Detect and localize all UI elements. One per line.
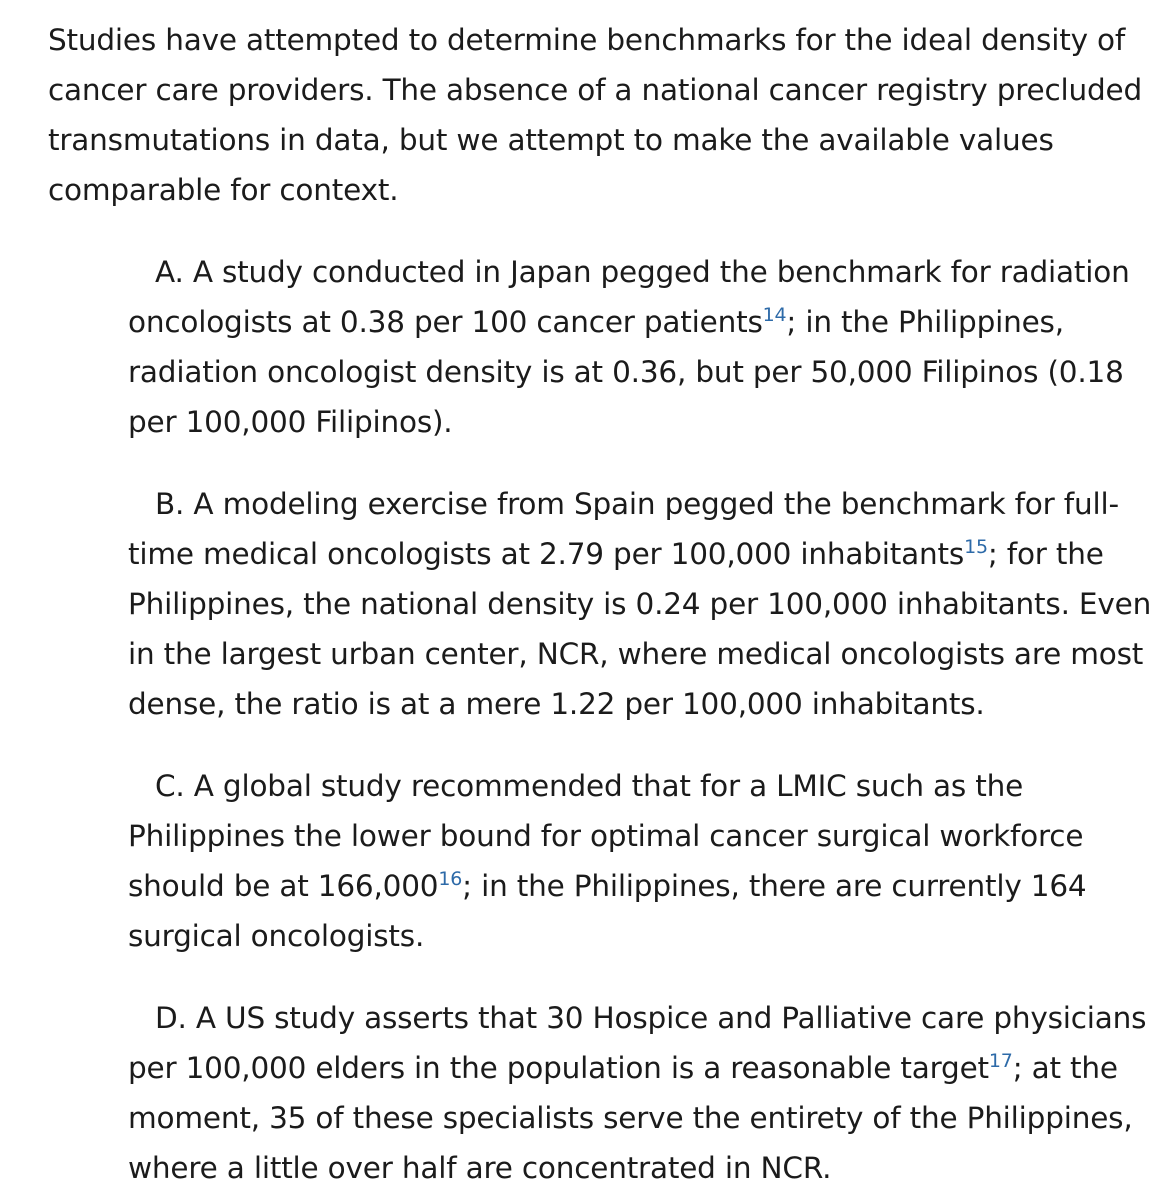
item-c-label: C. (155, 769, 185, 803)
list-item-c (128, 761, 1158, 961)
item-b-text: A modeling exercise from Spain pegged the benchmark for full-time medical oncologists at 2.79 per 100,000 inhabitants (128, 487, 1119, 571)
item-d-text-continued: ; at the moment, 35 of these specialists serve the entirety of the Philippines, where a little over half are concentrated in NCR. (128, 1051, 1133, 1185)
list-item-b (128, 479, 1158, 729)
item-a-text-continued: ; in the Philippines, radiation oncologist density is at 0.36, but per 50,000 Filipinos (0.18 per 100,000 Filipinos). (128, 305, 1124, 439)
list-item-a (128, 247, 1158, 447)
reference-link-16[interactable]: 16 (438, 868, 463, 890)
item-b-label: B. (155, 487, 185, 521)
item-d-text: A US study asserts that 30 Hospice and Palliative care physicians per 100,000 elders in the population is a reasonable target (128, 1001, 1147, 1085)
item-a-label: A. (155, 255, 184, 289)
item-b-text-continued: ; for the Philippines, the national density is 0.24 per 100,000 inhabitants. Even in the largest urban center, NCR, where medical oncologists are most dense, the ratio is at a mere 1.22 per 100,000 inhabitants. (128, 537, 1152, 721)
reference-link-17[interactable]: 17 (988, 1050, 1013, 1072)
item-c-text-continued: ; in the Philippines, there are currently 164 surgical oncologists. (128, 869, 1087, 953)
list-item-d (128, 993, 1158, 1193)
item-c-text: A global study recommended that for a LMIC such as the Philippines the lower bound for optimal cancer surgical workforce should be at 166,000 (128, 769, 1084, 903)
intro-paragraph: Studies have attempted to determine benchmarks for the ideal density of cancer care providers. The absence of a national cancer registry precluded transmutations in data, but we attempt to make the available values comparable for context. (48, 23, 1142, 207)
item-d-label: D. (155, 1001, 187, 1035)
reference-link-15[interactable]: 15 (964, 536, 988, 558)
reference-link-14[interactable]: 14 (762, 304, 787, 326)
item-a-text: A study conducted in Japan pegged the benchmark for radiation oncologists at 0.38 per 100 cancer patients (128, 255, 1130, 339)
